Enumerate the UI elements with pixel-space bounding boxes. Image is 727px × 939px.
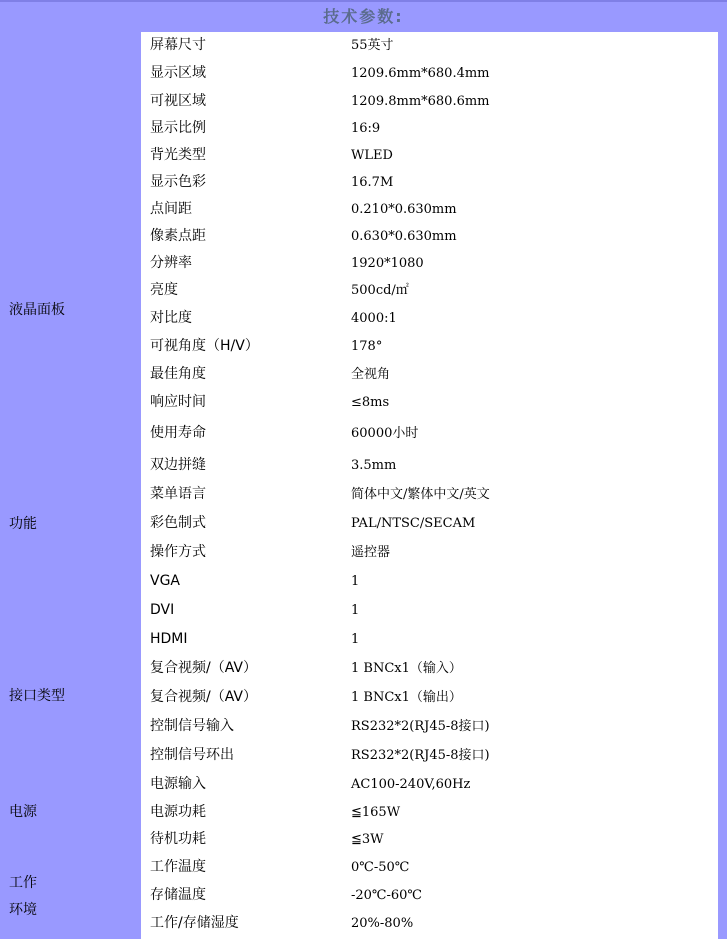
spec-value: -20℃-60℃ — [351, 888, 422, 903]
spec-row — [141, 771, 718, 798]
spec-value: 全视角 — [351, 367, 391, 382]
spec-row — [141, 142, 718, 169]
spec-key: VGA — [150, 573, 181, 589]
spec-key: 存储温度 — [150, 887, 206, 903]
category-power: 电源 — [9, 804, 37, 820]
spec-row — [141, 277, 718, 304]
spec-row — [141, 169, 718, 196]
spec-value: 0℃-50℃ — [351, 860, 410, 875]
spec-row — [141, 910, 718, 937]
spec-row — [141, 854, 718, 881]
spec-value: 0.630*0.630mm — [351, 229, 457, 244]
spec-key: 分辨率 — [150, 255, 192, 271]
spec-row — [141, 115, 718, 142]
spec-value: 1920*1080 — [351, 256, 424, 271]
spec-value: 1 — [351, 574, 360, 589]
spec-value: ≦165W — [351, 805, 401, 820]
spec-key: 显示比例 — [150, 120, 206, 136]
spec-value: 简体中文/繁体中文/英文 — [351, 487, 490, 502]
spec-row — [141, 655, 718, 682]
spec-value: RS232*2(RJ45-8接口) — [351, 719, 490, 734]
spec-value: ≤8ms — [351, 395, 390, 410]
spec-value: 3.5mm — [351, 458, 397, 473]
spec-value: 60000小时 — [351, 426, 419, 441]
spec-row — [141, 32, 718, 59]
spec-key: 背光类型 — [150, 147, 206, 163]
spec-key: 可视区域 — [150, 93, 206, 109]
spec-value: 遥控器 — [351, 545, 391, 560]
spec-value: 178° — [351, 339, 383, 354]
spec-key: HDMI — [150, 631, 188, 647]
category-interface: 接口类型 — [9, 688, 65, 704]
spec-row — [141, 250, 718, 277]
spec-value: 1209.6mm*680.4mm — [351, 66, 490, 81]
spec-row — [141, 539, 718, 566]
spec-row — [141, 389, 718, 416]
spec-value: 20%-80% — [351, 916, 414, 931]
spec-value: 500cd/㎡ — [351, 283, 409, 298]
spec-key: 使用寿命 — [150, 425, 206, 441]
spec-key: 响应时间 — [150, 394, 206, 410]
spec-key: 复合视频/（AV） — [150, 660, 257, 676]
spec-key: 电源功耗 — [150, 804, 206, 820]
spec-row — [141, 568, 718, 595]
category-environment-line2: 环境 — [9, 902, 37, 918]
spec-key: 复合视频/（AV） — [150, 689, 257, 705]
spec-key: 显示色彩 — [150, 174, 206, 190]
spec-key: 菜单语言 — [150, 486, 206, 502]
spec-row — [141, 223, 718, 250]
spec-row — [141, 481, 718, 508]
spec-row — [141, 684, 718, 711]
spec-value: 1 BNCx1（输入） — [351, 661, 462, 676]
spec-value: AC100-240V,60Hz — [351, 777, 471, 792]
spec-key: 屏幕尺寸 — [150, 37, 206, 53]
category-environment-line1: 工作 — [9, 875, 37, 891]
spec-row — [141, 196, 718, 223]
spec-row — [141, 597, 718, 624]
spec-row — [141, 713, 718, 740]
spec-key: 彩色制式 — [150, 515, 206, 531]
spec-row — [141, 826, 718, 853]
spec-row — [141, 88, 718, 115]
spec-value: 4000:1 — [351, 311, 397, 326]
spec-row — [141, 742, 718, 769]
category-lcd-panel: 液晶面板 — [9, 302, 65, 318]
spec-key: 可视角度（H/V） — [150, 338, 259, 354]
spec-row — [141, 305, 718, 332]
spec-key: 电源输入 — [150, 776, 206, 792]
spec-key: 最佳角度 — [150, 366, 206, 382]
spec-key: 对比度 — [150, 310, 192, 326]
spec-key: 控制信号输入 — [150, 718, 234, 734]
spec-key: 亮度 — [150, 282, 178, 298]
spec-value: 16.7M — [351, 175, 394, 190]
spec-key: 操作方式 — [150, 544, 206, 560]
spec-value: 0.210*0.630mm — [351, 202, 457, 217]
spec-row — [141, 361, 718, 388]
spec-key: 点间距 — [150, 201, 192, 217]
spec-key: 控制信号环出 — [150, 747, 234, 763]
category-function: 功能 — [9, 516, 37, 532]
spec-row — [141, 333, 718, 360]
spec-row — [141, 882, 718, 909]
spec-row — [141, 60, 718, 87]
spec-key: DVI — [150, 602, 175, 618]
spec-value: 1 — [351, 632, 360, 647]
spec-title: 技术参数: — [0, 0, 727, 32]
spec-value: ≦3W — [351, 832, 384, 847]
spec-value: 16:9 — [351, 121, 381, 136]
spec-row — [141, 799, 718, 826]
spec-key: 工作/存储湿度 — [150, 915, 239, 931]
spec-value: PAL/NTSC/SECAM — [351, 516, 476, 531]
spec-row — [141, 452, 718, 479]
spec-key: 待机功耗 — [150, 831, 206, 847]
right-border-strip — [718, 32, 727, 939]
spec-row — [141, 626, 718, 653]
spec-row — [141, 420, 718, 447]
spec-key: 像素点距 — [150, 228, 206, 244]
spec-value: 55英寸 — [351, 38, 394, 53]
spec-value: RS232*2(RJ45-8接口) — [351, 748, 490, 763]
spec-value: WLED — [351, 148, 393, 163]
spec-row — [141, 510, 718, 537]
spec-value: 1 — [351, 603, 360, 618]
spec-value: 1 BNCx1（输出） — [351, 690, 462, 705]
spec-key: 显示区域 — [150, 65, 206, 81]
spec-key: 双边拼缝 — [150, 457, 206, 473]
spec-key: 工作温度 — [150, 859, 206, 875]
spec-value: 1209.8mm*680.6mm — [351, 94, 490, 109]
